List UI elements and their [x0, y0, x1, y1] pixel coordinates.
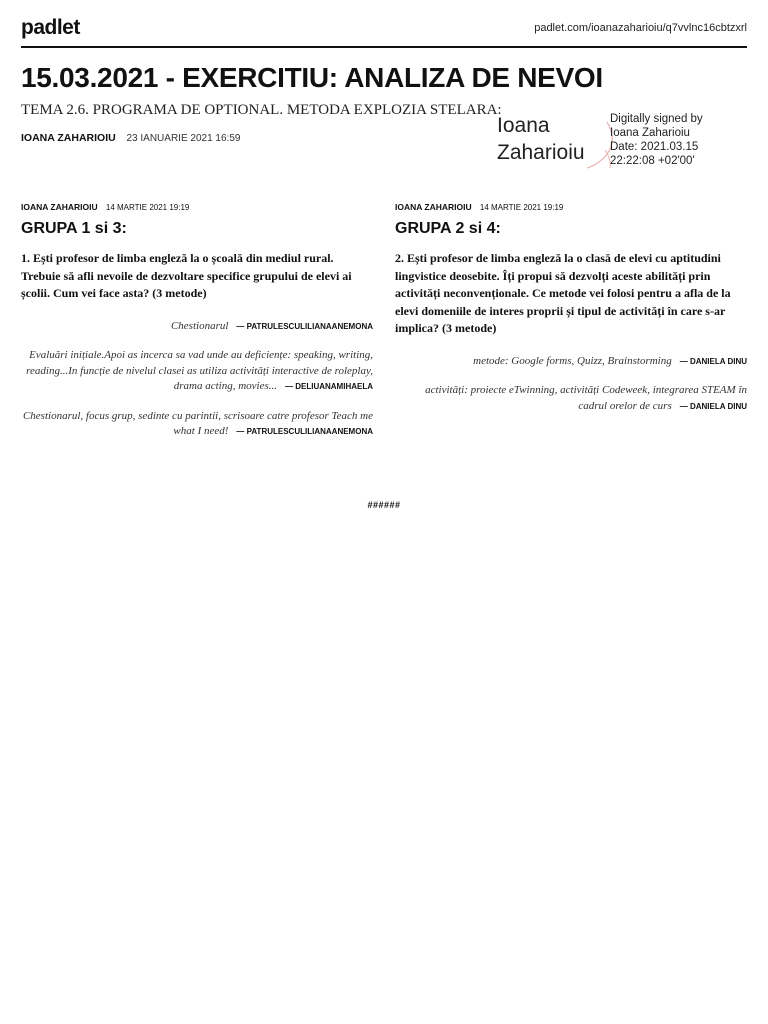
post-meta — [395, 202, 747, 212]
board-meta — [21, 132, 240, 144]
comment — [21, 348, 373, 395]
digital-signature — [497, 112, 757, 174]
signature-info-line3: Date: 2021.03.15 — [610, 141, 699, 153]
comment — [21, 409, 373, 440]
comment-author: — PATRULESCULILIANAANEMONA — [236, 427, 373, 436]
comment-text: Evaluări inițiale.Apoi as incerca sa vad unde au deficiențe: speaking, writing, reading...In funcție de nivelul clasei as utiliza activități interactive de roleplay, drama acting, movies... — [26, 349, 373, 392]
board-author: IOANA ZAHARIOIU — [21, 132, 116, 144]
post-column-group-2-4 — [395, 202, 747, 428]
comment-text: Chestionarul — [170, 319, 229, 332]
post-author: IOANA ZAHARIOIU — [395, 202, 472, 212]
footer-separator: ###### — [367, 500, 401, 510]
page-subtitle: TEMA 2.6. PROGRAMA DE OPTIONAL. METODA EXPLOZIA STELARA: — [21, 102, 502, 118]
post-date: 14 MARTIE 2021 19:19 — [479, 203, 564, 212]
post-title: GRUPA 1 si 3: — [21, 220, 127, 237]
comment — [395, 354, 747, 370]
post-question: 2. Ești profesor de limba engleză la o clasă de elevi cu aptitudini lingvistice deosebite. Îți propui să dezvolți aceste abilități prin activități neconvenționale. Ce metode vei folosi pentru a afla de la elevi domeniile de interes proprii și tipul de activități în care s-ar implica? (3 metode) — [395, 251, 731, 335]
signature-name-line1: Ioana — [497, 114, 550, 137]
signature-info — [610, 112, 703, 168]
signature-info-line1: Digitally signed by — [610, 113, 703, 125]
comment-list — [21, 319, 373, 440]
padlet-logo[interactable]: padlet — [21, 16, 80, 39]
post-question: 1. Ești profesor de limba engleză la o școală din mediul rural. Trebuie să afli nevoile de dezvoltare specifice grupului de elevi ai școlii. Cum vei face asta? (3 metode) — [21, 251, 352, 300]
comment-list — [395, 354, 747, 415]
signature-name-line2: Zaharioiu — [497, 141, 585, 164]
post-date: 14 MARTIE 2021 19:19 — [105, 203, 190, 212]
comment — [21, 319, 373, 335]
comment-text: Chestionarul, focus grup, sedinte cu parintii, scrisoare catre profesor Teach me what I need! — [22, 409, 373, 437]
comment — [395, 383, 747, 414]
comment-author: — PATRULESCULILIANAANEMONA — [236, 321, 373, 331]
board-date: 23 IANUARIE 2021 16:59 — [126, 133, 241, 144]
post-column-group-1-3 — [21, 202, 373, 454]
post-title: GRUPA 2 si 4: — [395, 220, 501, 237]
page-title: 15.03.2021 - EXERCITIU: ANALIZA DE NEVOI — [21, 62, 603, 93]
signature-info-line4: 22:22:08 +02'00' — [610, 155, 695, 167]
comment-author: — DANIELA DINU — [679, 401, 747, 411]
post-meta — [21, 202, 373, 212]
signature-info-line2: Ioana Zaharioiu — [610, 127, 690, 139]
comment-text: metode: Google forms, Quizz, Brainstorming — [473, 354, 672, 367]
comment-author: — DANIELA DINU — [679, 356, 747, 366]
post-author: IOANA ZAHARIOIU — [21, 202, 98, 212]
signature-name — [497, 112, 585, 166]
board-url[interactable]: padlet.com/ioanazaharioiu/q7vvlnc16cbtzxrl — [534, 22, 747, 34]
comment-author: — DELIUANAMIHAELA — [285, 382, 373, 391]
top-bar — [21, 14, 747, 48]
comment-text: activități: proiecte eTwinning, activități Codeweek, integrarea STEAM în cadrul orelor de curs — [425, 384, 747, 412]
